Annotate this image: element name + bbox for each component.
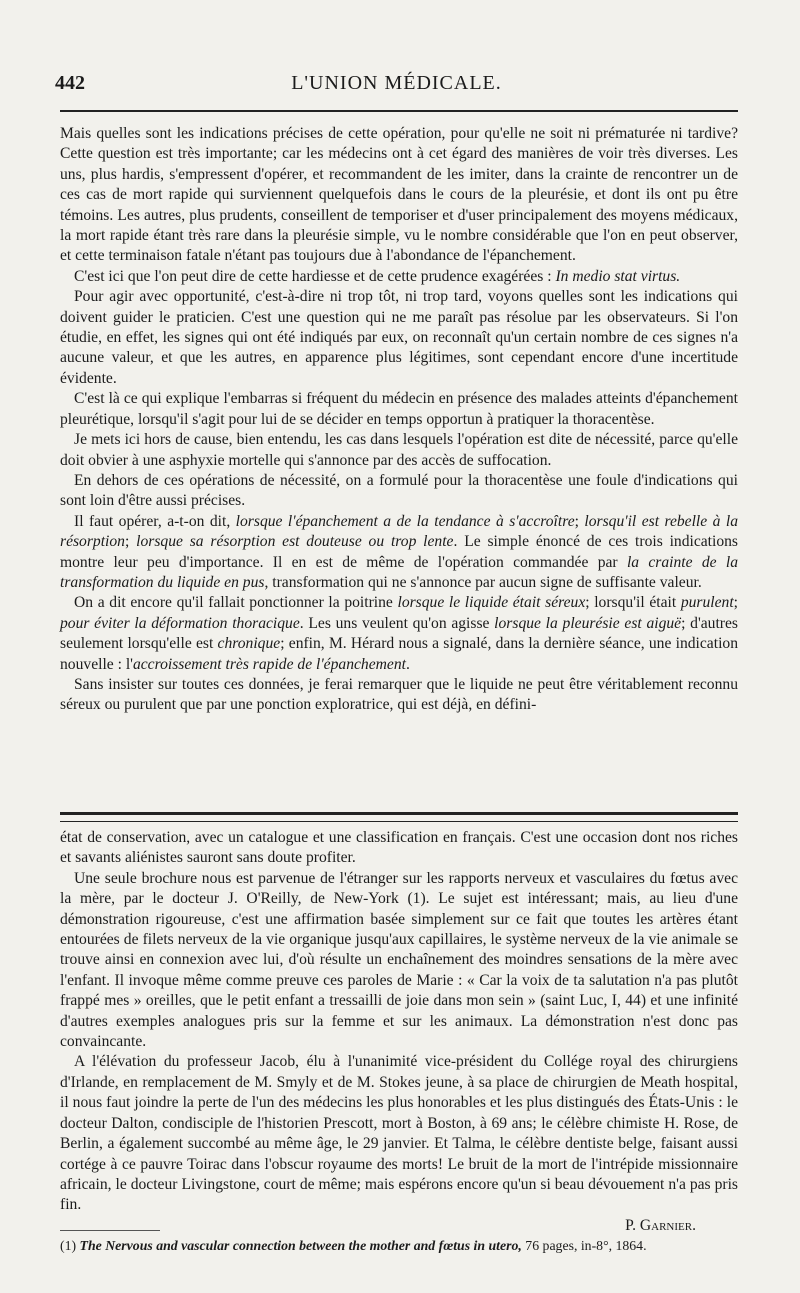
paragraph: A l'élévation du professeur Jacob, élu à l'unanimité vice-président du Collége royal des chirurgiens d'Irlande, en remplacement de M. Smyly et de M. Stokes jeune, à sa place de chirurgien de Meath hospital, il nous faut joindre la perte de l'un des médecins les plus honorables et les plus distingués des États-Unis : le docteur Dalton, condisciple de l'historien Prescott, mort à Boston, à 69 ans; le célèbre chimiste H. Rose, de Berlin, a également succombé au même âge, le 29 janvier. Et Talma, le célèbre dentiste belge, faisant aussi cortége à ce pauvre Toirac dans l'obscur royaume des morts! Le bruit de la mort de l'intrépide missionnaire africain, le docteur Livingstone, court de même; mais espérons encore qu'un si beau dévouement n'a pas pris fin. (60, 1053, 738, 1214)
feuilleton-body (60, 828, 738, 1236)
paragraph: Pour agir avec opportunité, c'est-à-dire ni trop tôt, ni trop tard, voyons quelles sont les indications qui doivent guider le praticien. C'est une question qui ne me paraît pas résolue par les observateurs. Si l'on étudie, en effet, les signes qui ont été indiqués par eux, on reconnaît qu'un certain nombre de ces signes n'a aucune valeur, et que les autres, en apparence plus légitimes, sont cependant encore d'une incertitude évidente. (60, 288, 738, 387)
paragraph: C'est là ce qui explique l'embarras si fréquent du médecin en présence des malades atteints d'épanchement pleurétique, lorsqu'il s'agit pour lui de se décider en temps opportun à pratiquer la thoracentèse. (60, 390, 738, 428)
footnote-title: The Nervous and vascular connection between the mother and fœtus in utero, (79, 1238, 522, 1253)
header-rule (60, 110, 738, 112)
footnote-number: (1) (60, 1238, 77, 1253)
paragraph: C'est ici que l'on peut dire de cette hardiesse et de cette prudence exagérées : In medio stat virtus. (74, 267, 681, 285)
footnote-rule (60, 1230, 160, 1231)
section-divider (60, 812, 738, 822)
page-number: 442 (55, 72, 85, 94)
page-header (55, 72, 738, 98)
paragraph: Il faut opérer, a-t-on dit, lorsque l'épanchement a de la tendance à s'accroître; lorsqu'il est rebelle à la résorption; lorsque sa résorption est douteuse ou trop lente. Le simple énoncé de ces trois indications montre leur peu d'importance. Il en est de même de l'opération commandée par la crainte de la transformation du liquide en pus, transformation qui ne s'annonce par aucun signe de suffisante valeur. (60, 512, 739, 591)
article-body (60, 124, 738, 716)
signature-line (60, 1216, 738, 1236)
paragraph: Mais quelles sont les indications précises de cette opération, pour qu'elle ne soit ni prématurée ni tardive? Cette question est très importante; car les médecins ont à cet égard des manières de voir très diverses. Les uns, plus hardis, s'empressent d'opérer, et recommandent de les imiter, dans la crainte de rencontrer un de ces cas de mort rapide qui surviennent quelquefois dans le cours de la pleurésie, et dont ils ont pu être témoins. Les autres, plus prudents, conseillent de temporiser et d'user principalement des moyens médicaux, la mort rapide étant très rare dans la pleurésie simple, vu le nombre considérable que l'on en peut observer, et cette terminaison fatale n'étant pas toujours due à l'abondance de l'épanchement. (60, 125, 738, 265)
footnote-details: 76 pages, in-8°, 1864. (521, 1238, 647, 1253)
paragraph: En dehors de ces opérations de nécessité, on a formulé pour la thoracentèse une foule d'indications qui sont loin d'être aussi précises. (60, 471, 738, 510)
journal-title: L'UNION MÉDICALE. (291, 72, 502, 94)
paragraph: Sans insister sur toutes ces données, je ferai remarquer que le liquide ne peut être véritablement reconnu séreux ou purulent que par une ponction exploratrice, qui est déjà, en défini- (60, 675, 738, 714)
paragraph: On a dit encore qu'il fallait ponctionner la poitrine lorsque le liquide était séreux; lorsqu'il était purulent; pour éviter la déformation thoracique. Les uns veulent qu'on agisse lorsque la pleurésie est aiguë; d'autres seulement lorsqu'elle est chronique; enfin, M. Hérard nous a signalé, dans la dernière séance, une indication nouvelle : l'accroissement très rapide de l'épanchement. (60, 594, 739, 673)
signature: P. Garnier. (625, 1216, 696, 1234)
footnote (60, 1237, 738, 1255)
paragraph: Je mets ici hors de cause, bien entendu, les cas dans lesquels l'opération est dite de nécessité, parce qu'elle doit obvier à une asphyxie mortelle qui s'annonce par des accès de suffocation. (60, 431, 738, 469)
paragraph: état de conservation, avec un catalogue et une classification en français. C'est une occasion dont nos riches et savants aliénistes sauront sans doute profiter. (60, 829, 738, 867)
paragraph: Une seule brochure nous est parvenue de l'étranger sur les rapports nerveux et vasculaires du fœtus avec la mère, par le docteur J. O'Reilly, de New-York (1). Le sujet est intéressant; mais, au lieu d'une démonstration rigoureuse, c'est une affirmation basée simplement sur ce fait que toutes les artères étant entourées de filets nerveux de la vie organique jusqu'aux capillaires, le système nerveux de la vie animale se trouve ainsi en connexion avec lui, d'où résulte un enchaînement des moindres sensations de la mère avec l'enfant. Il invoque même comme preuve ces paroles de Marie : « Car la voix de ta salutation n'a pas plutôt frappé mes » oreilles, que le petit enfant a tressailli de joie dans mon sein » (saint Luc, I, 44) et une infinité d'autres exemples analogues pris sur la femme et sur les animaux. La démonstration n'est donc pas convaincante. (60, 869, 738, 1051)
